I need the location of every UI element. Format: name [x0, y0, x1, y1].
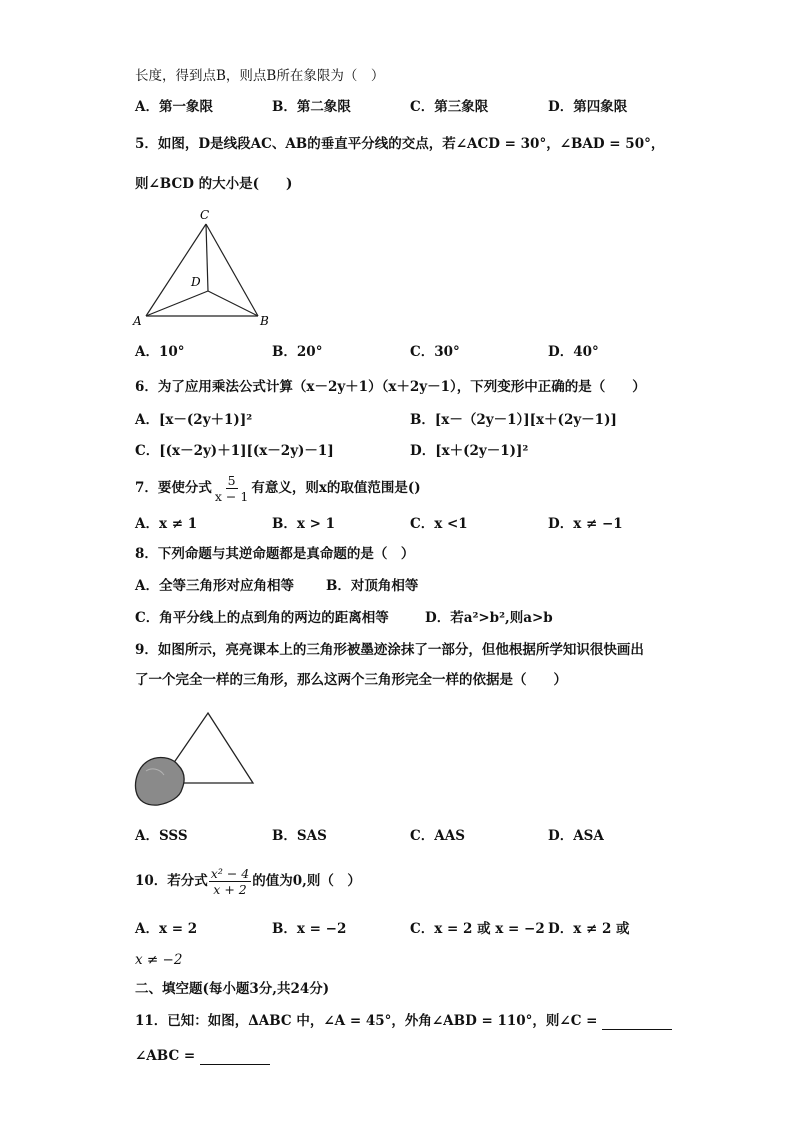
q7-stem-post: 有意义，则x的取值范围是() [251, 480, 421, 496]
q10-fraction [209, 866, 251, 897]
q5-option-b: B．20° [272, 344, 323, 360]
q8-stem: 8．下列命题与其逆命题都是真命题的是（ ） [135, 546, 415, 562]
q9-option-a-text: A．SSS [135, 828, 188, 844]
q7-option-c: C．x <1 [410, 516, 468, 532]
q10-option-c: C．x = 2 或 x = −2 [410, 921, 545, 937]
q4-stem-tail: 长度，得到点B，则点B所在象限为（ ） [135, 68, 385, 84]
q7-fraction [213, 473, 250, 504]
q8-option-a: A．全等三角形对应角相等 [135, 578, 294, 594]
q7-option-b: B．x > 1 [272, 516, 336, 532]
q8-option-d: D．若a²>b²,则a>b [425, 610, 553, 626]
q6-option-a: A．[x－(2y＋1)]² [135, 412, 253, 428]
q5-option-c: C．30° [410, 344, 460, 360]
q4-option-d: D．第四象限 [548, 99, 628, 115]
q11-answer-blank-abc[interactable] [200, 1050, 270, 1065]
q9-stem-line1: 9．如图所示，亮亮课本上的三角形被墨迹涂抹了一部分，但他根据所学知识很快画出 [135, 642, 644, 658]
q6-stem: 6．为了应用乘法公式计算（x－2y＋1）（x＋2y－1），下列变形中正确的是（ ） [135, 379, 646, 395]
q11-answer-blank-c[interactable] [602, 1015, 672, 1030]
q11-stem-text2: ∠ABC = [135, 1048, 196, 1064]
q7-fraction-den: x − 1 [214, 489, 249, 504]
q9-option-c [410, 827, 465, 845]
q5-option-d: D．40° [548, 344, 599, 360]
q11-stem-line2 [135, 1047, 270, 1065]
q10-option-d-cont: x ≠ −2 [135, 952, 183, 968]
q5-triangle-figure [130, 205, 280, 330]
q10-stem [135, 862, 361, 900]
q9-stem-line2: 了一个完全一样的三角形，那么这两个三角形完全一样的依据是（ ） [135, 672, 567, 688]
q10-option-a: A．x = 2 [135, 921, 198, 937]
q6-option-d: D．[x＋(2y－1)]² [410, 443, 529, 459]
q9-option-c-text: C．AAS [410, 828, 465, 844]
label-c: C [200, 208, 210, 222]
q11-stem-text: 11．已知：如图，ΔABC 中，∠A = 45°，外角∠ABD = 110°，则∠C = [135, 1013, 598, 1029]
q9-option-d-text: D．ASA [548, 828, 604, 844]
q10-fraction-num: x² − 4 [210, 866, 250, 881]
q5-stem-line1: 5．如图，D是线段AC、AB的垂直平分线的交点，若∠ACD = 30°，∠BAD = 50°， [135, 136, 665, 152]
q10-stem-pre: 10．若分式 [135, 873, 208, 889]
q7-fraction-num: 5 [227, 473, 236, 488]
q7-option-d: D．x ≠ −1 [548, 516, 623, 532]
q9-ink-triangle-figure [130, 705, 260, 810]
ink-blot [136, 758, 185, 806]
q5-stem-line2: 则∠BCD 的大小是( ) [135, 176, 293, 192]
q7-option-a: A．x ≠ 1 [135, 516, 198, 532]
q11-stem-line1 [135, 1012, 672, 1030]
q9-option-d [548, 827, 604, 845]
q6-option-c: C．[(x－2y)＋1][(x－2y)－1] [135, 443, 334, 459]
q10-option-d: D．x ≠ 2 或 [548, 921, 630, 937]
q6-option-b: B．[x－（2y－1）][x＋(2y－1)] [410, 412, 617, 428]
q9-option-b-text: B．SAS [272, 828, 327, 844]
q10-option-b: B．x = −2 [272, 921, 347, 937]
q4-option-c: C．第三象限 [410, 99, 489, 115]
q5-option-a: A．10° [135, 344, 185, 360]
q8-option-c: C．角平分线上的点到角的两边的距离相等 [135, 610, 389, 626]
q8-option-b: B．对顶角相等 [326, 578, 419, 594]
label-d: D [191, 275, 201, 289]
label-a: A [133, 314, 142, 328]
q10-fraction-den: x + 2 [213, 882, 247, 897]
section-heading: 二、填空题(每小题3分,共24分) [135, 981, 330, 997]
q7-stem [135, 470, 421, 506]
q4-option-a: A．第一象限 [135, 99, 213, 115]
q10-stem-post: 的值为0,则（ ） [252, 873, 361, 889]
q9-option-b [272, 827, 327, 845]
q7-stem-pre: 7．要使分式 [135, 480, 212, 496]
q4-option-b: B．第二象限 [272, 99, 351, 115]
label-b: B [260, 314, 269, 328]
q9-option-a [135, 827, 188, 845]
